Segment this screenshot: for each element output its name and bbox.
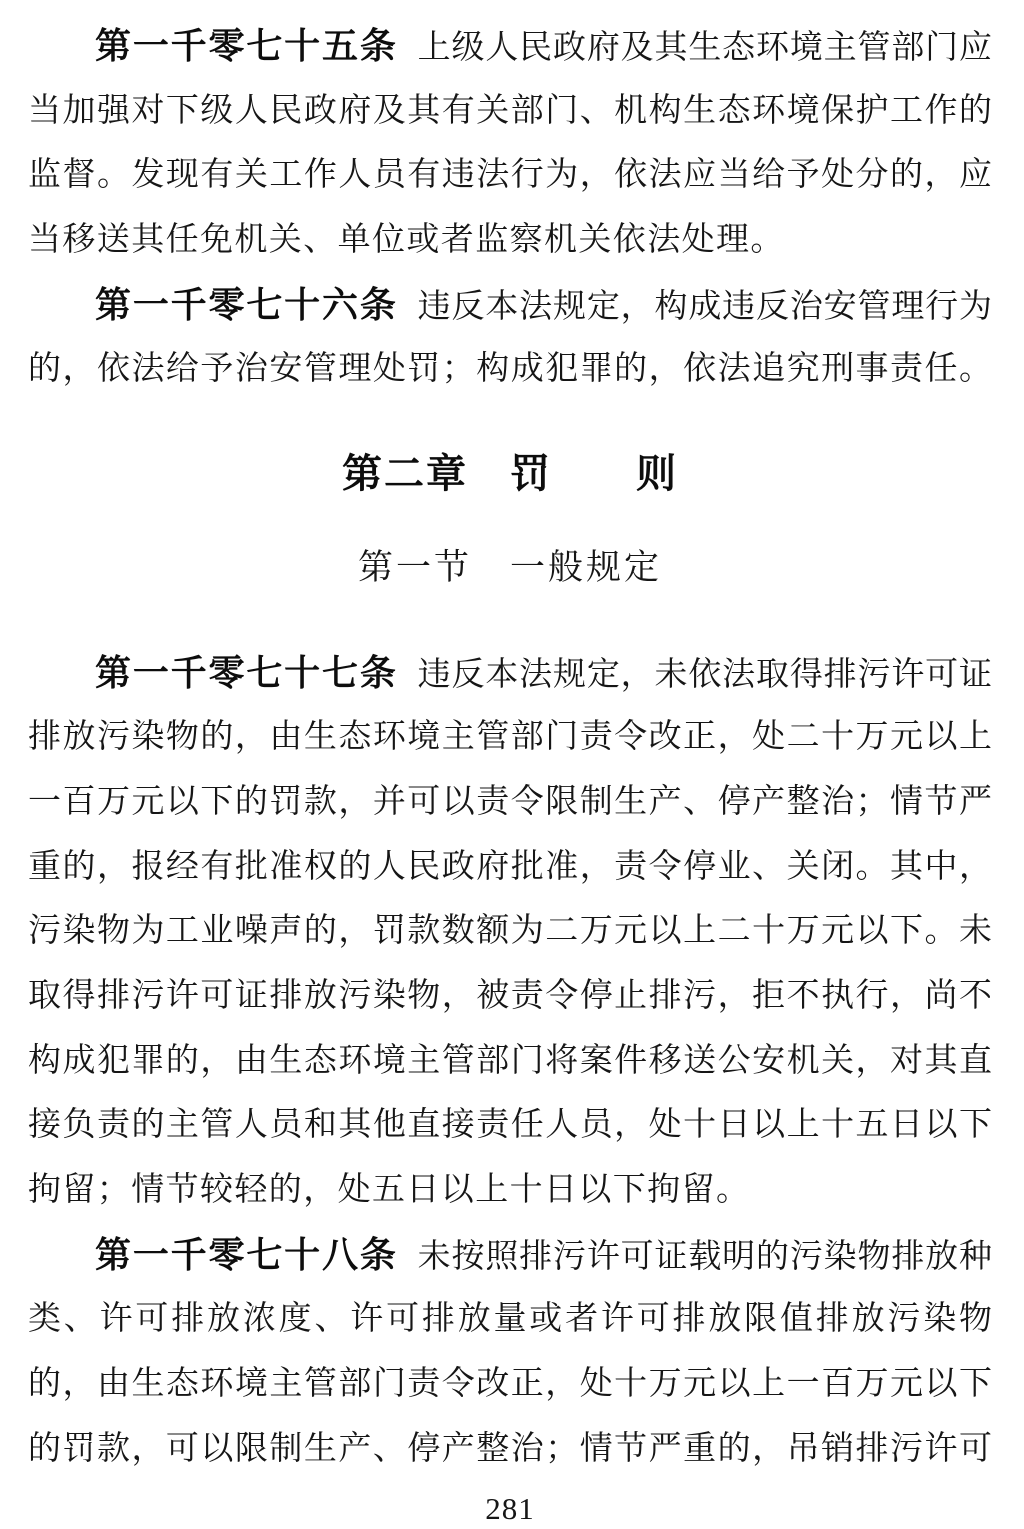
article-1078-number: 第一千零七十八条 [95, 1233, 398, 1275]
chapter-heading: 第二章 罚 则 [342, 452, 678, 497]
text-segment: 违反本法规定，未依法取得排污许可证 [417, 656, 992, 693]
text-line: 当加强对下级人民政府及其有关部门、机构生态环境保护工作的 [28, 92, 992, 129]
article-1077-number: 第一千零七十七条 [95, 651, 398, 693]
article-1077 [28, 641, 992, 1223]
article-1075-number: 第一千零七十五条 [95, 25, 398, 66]
text-line: 类、许可排放浓度、许可排放量或者许可排放限值排放污染物 [28, 1301, 992, 1338]
text-line: 重的，报经有批准权的人民政府批准，责令停业、关闭。其中， [28, 848, 992, 885]
text-line: 的罚款，可以限制生产、停产整治；情节严重的，吊销排污许可 [28, 1430, 992, 1467]
text-line: 的，依法给予治安管理处罚；构成犯罪的，依法追究刑事责任。 [28, 351, 992, 388]
page-number: 281 [485, 1491, 535, 1527]
article-1075 [28, 14, 992, 273]
text-line: 的，由生态环境主管部门责令改正，处十万元以上一百万元以下 [28, 1366, 992, 1403]
text-line [28, 14, 992, 79]
text-line [28, 273, 992, 338]
text-segment: 未按照排污许可证载明的污染物排放种 [417, 1238, 992, 1275]
text-segment: 违反本法规定，构成违反治安管理行为 [417, 288, 992, 325]
article-1076-number: 第一千零七十六条 [95, 283, 398, 325]
text-line [28, 641, 992, 706]
text-line: 构成犯罪的，由生态环境主管部门将案件移送公安机关，对其直 [28, 1042, 992, 1079]
article-1076 [28, 273, 992, 402]
text-line: 一百万元以下的罚款，并可以责令限制生产、停产整治；情节严 [28, 783, 992, 820]
text-line: 监督。发现有关工作人员有违法行为，依法应当给予处分的，应 [28, 157, 992, 194]
text-line: 当移送其任免机关、单位或者监察机关依法处理。 [28, 222, 785, 259]
section-heading: 第一节 一般规定 [357, 547, 662, 587]
text-line [28, 1223, 992, 1288]
text-segment: 上级人民政府及其生态环境主管部门应 [417, 30, 992, 66]
text-line: 排放污染物的，由生态环境主管部门责令改正，处二十万元以上 [28, 719, 992, 756]
text-line: 接负责的主管人员和其他直接责任人员，处十日以上十五日以下 [28, 1107, 992, 1144]
text-line: 取得排污许可证排放污染物，被责令停止排污，拒不执行，尚不 [28, 977, 992, 1014]
text-line: 污染物为工业噪声的，罚款数额为二万元以上二十万元以下。未 [28, 913, 992, 950]
text-line: 拘留；情节较轻的，处五日以上十日以下拘留。 [28, 1172, 751, 1209]
article-1078 [28, 1223, 992, 1482]
